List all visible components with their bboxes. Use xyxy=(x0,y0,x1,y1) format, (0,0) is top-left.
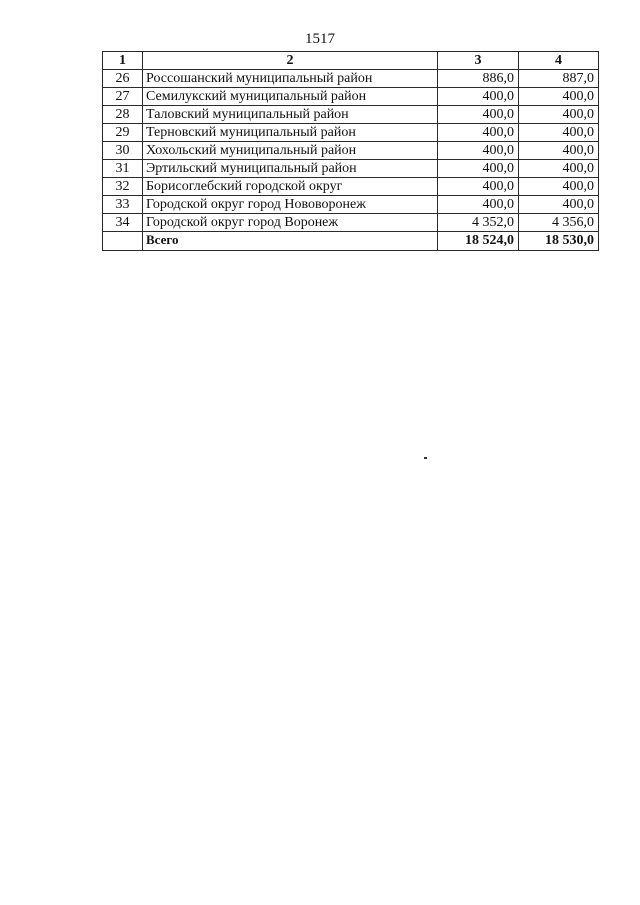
table-row xyxy=(103,124,599,142)
page-number: 1517 xyxy=(305,31,335,47)
row-number: 30 xyxy=(103,142,143,160)
row-number: 34 xyxy=(103,214,143,232)
row-number: 31 xyxy=(103,160,143,178)
column-header-3: 3 xyxy=(438,52,519,70)
column-header-1: 1 xyxy=(103,52,143,70)
value-column-3: 400,0 xyxy=(438,124,519,142)
total-value-column-4: 18 530,0 xyxy=(519,232,599,251)
value-column-4: 400,0 xyxy=(519,124,599,142)
table-row xyxy=(103,106,599,124)
row-number: 29 xyxy=(103,124,143,142)
row-number: 27 xyxy=(103,88,143,106)
total-empty-cell xyxy=(103,232,143,251)
allocation-table xyxy=(102,51,599,251)
value-column-3: 400,0 xyxy=(438,160,519,178)
table-row xyxy=(103,196,599,214)
table-header-row xyxy=(103,52,599,70)
column-header-2: 2 xyxy=(143,52,438,70)
value-column-3: 400,0 xyxy=(438,88,519,106)
total-row xyxy=(103,232,599,251)
total-value-column-3: 18 524,0 xyxy=(438,232,519,251)
row-number: 28 xyxy=(103,106,143,124)
municipality-name: Городской округ город Нововоронеж xyxy=(143,196,438,214)
column-header-4: 4 xyxy=(519,52,599,70)
value-column-3: 4 352,0 xyxy=(438,214,519,232)
value-column-3: 400,0 xyxy=(438,142,519,160)
municipality-name: Таловский муниципальный район xyxy=(143,106,438,124)
municipality-name: Эртильский муниципальный район xyxy=(143,160,438,178)
scan-speck xyxy=(424,457,427,459)
value-column-4: 400,0 xyxy=(519,106,599,124)
value-column-4: 400,0 xyxy=(519,160,599,178)
table-row xyxy=(103,178,599,196)
value-column-4: 4 356,0 xyxy=(519,214,599,232)
row-number: 32 xyxy=(103,178,143,196)
row-number: 33 xyxy=(103,196,143,214)
value-column-4: 400,0 xyxy=(519,196,599,214)
value-column-4: 400,0 xyxy=(519,88,599,106)
value-column-3: 400,0 xyxy=(438,106,519,124)
value-column-4: 400,0 xyxy=(519,142,599,160)
value-column-4: 400,0 xyxy=(519,178,599,196)
municipality-name: Городской округ город Воронеж xyxy=(143,214,438,232)
table-row xyxy=(103,142,599,160)
municipality-name: Борисоглебский городской округ xyxy=(143,178,438,196)
municipality-name: Россошанский муниципальный район xyxy=(143,70,438,88)
table-row xyxy=(103,70,599,88)
table-row xyxy=(103,88,599,106)
municipality-name: Хохольский муниципальный район xyxy=(143,142,438,160)
value-column-3: 886,0 xyxy=(438,70,519,88)
table-row xyxy=(103,214,599,232)
row-number: 26 xyxy=(103,70,143,88)
municipality-name: Терновский муниципальный район xyxy=(143,124,438,142)
table-row xyxy=(103,160,599,178)
value-column-3: 400,0 xyxy=(438,178,519,196)
total-label: Всего xyxy=(143,232,438,251)
municipality-name: Семилукский муниципальный район xyxy=(143,88,438,106)
value-column-3: 400,0 xyxy=(438,196,519,214)
value-column-4: 887,0 xyxy=(519,70,599,88)
